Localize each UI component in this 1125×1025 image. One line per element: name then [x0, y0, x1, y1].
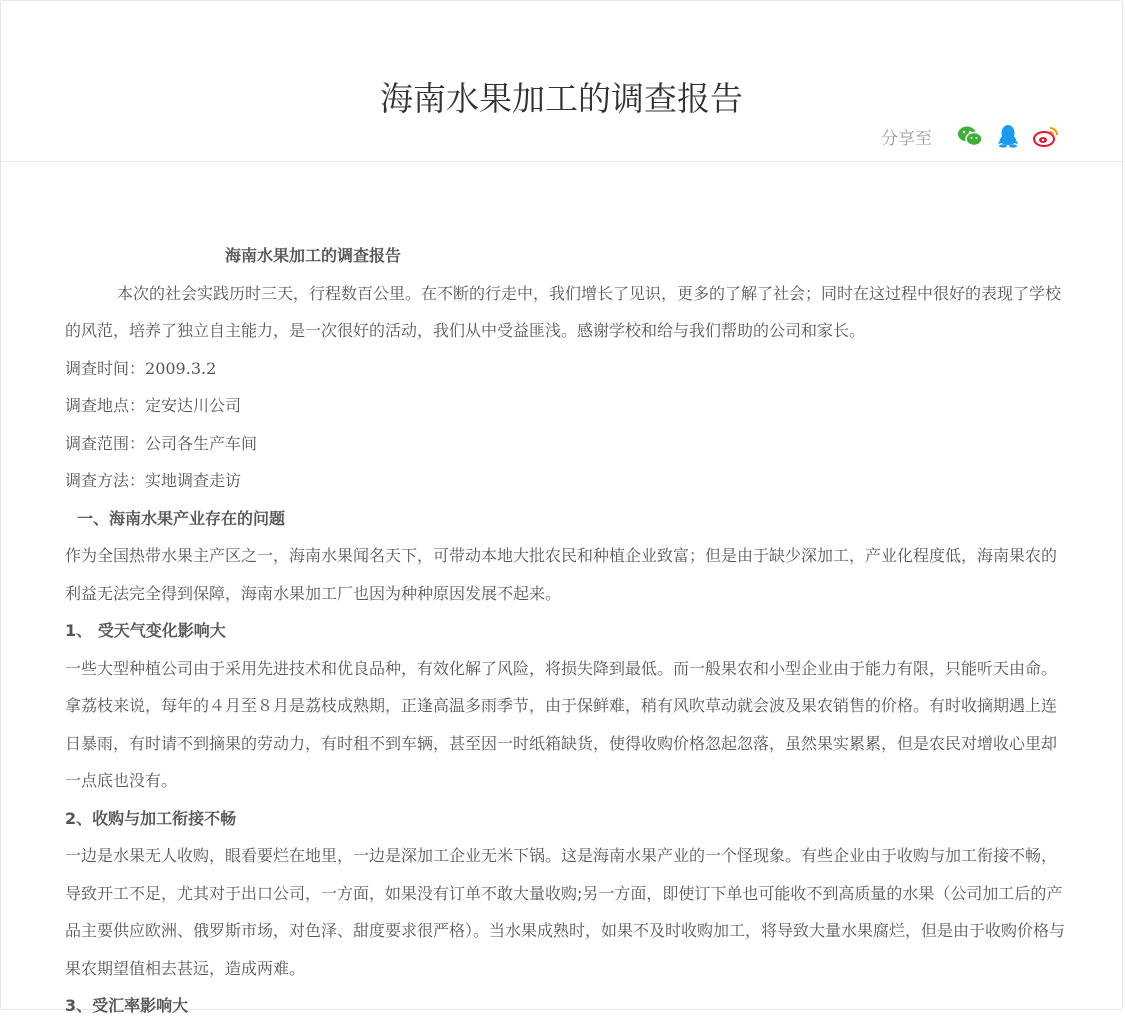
article-body	[65, 237, 1065, 1025]
sub2-title: 2、收购与加工衔接不畅	[65, 808, 237, 828]
survey-scope: 调查范围：公司各生产车间	[65, 433, 258, 453]
page-title: 海南水果加工的调查报告	[380, 79, 743, 119]
qq-icon[interactable]	[994, 122, 1022, 150]
survey-time-label: 调查时间：	[65, 358, 146, 378]
article-header	[1, 1, 1122, 162]
section1-text: 作为全国热带水果主产区之一，海南水果闻名天下，可带动本地大批农民和种植企业致富；但是由于缺少深加工，产业化程度低，海南果农的利益无法完全得到保障，海南水果加工厂也因为种种原因发展不起来。	[65, 546, 1058, 603]
doc-heading: 海南水果加工的调查报告	[225, 246, 402, 265]
survey-method: 调查方法：实地调查走访	[65, 471, 242, 490]
share-bar	[881, 121, 1060, 151]
survey-time	[65, 350, 1065, 388]
doc-intro: 本次的社会实践历时三天，行程数百公里。在不断的行走中，我们增长了见识，更多的了解了社会；同时在这过程中很好的表现了学校的风范，培养了独立自主能力，是一次很好的活动，我们从中受益匪浅。感谢学校和给与我们帮助的公司和家长。	[65, 283, 1062, 340]
sub3-title: 3、受汇率影响大	[65, 996, 189, 1015]
sub2-text: 一边是水果无人收购，眼看要烂在地里，一边是深加工企业无米下锅。这是海南水果产业的一个怪现象。有些企业由于收购与加工衔接不畅，导致开工不足，尤其对于出口公司，一方面，如果没有订单不敢大量收购;另一方面，即使订下单也可能收不到高质量的水果（公司加工后的产品主要供应欧洲、俄罗斯市场，对色泽、甜度要求很严格）。当水果成熟时，如果不及时收购加工，将导致大量水果腐烂，但是由于收购价格与果农期望值相去甚远，造成两难。	[65, 846, 1066, 978]
share-label: 分享至	[881, 128, 932, 149]
wechat-icon[interactable]	[956, 122, 984, 150]
survey-place: 调查地点：定安达川公司	[65, 396, 242, 415]
sub1-title: 1、 受天气变化影响大	[65, 621, 226, 640]
section1-title: 一、海南水果产业存在的问题	[77, 508, 286, 528]
weibo-icon[interactable]	[1032, 122, 1060, 150]
sub1-text: 一些大型种植公司由于采用先进技术和优良品种，有效化解了风险，将损失降到最低。而一般果农和小型企业由于能力有限，只能听天由命。拿荔枝来说，每年的４月至８月是荔枝成熟期，正逢高温多雨季节，由于保鲜难，稍有风吹草动就会波及果农销售的价格。有时收摘期遇上连日暴雨，有时请不到摘果的劳动力，有时租不到车辆，甚至因一时纸箱缺货，使得收购价格忽起忽落，虽然果实累累，但是农民对增收心里却一点底也没有。	[65, 658, 1058, 790]
survey-time-value: 2009.3.2	[145, 358, 217, 378]
